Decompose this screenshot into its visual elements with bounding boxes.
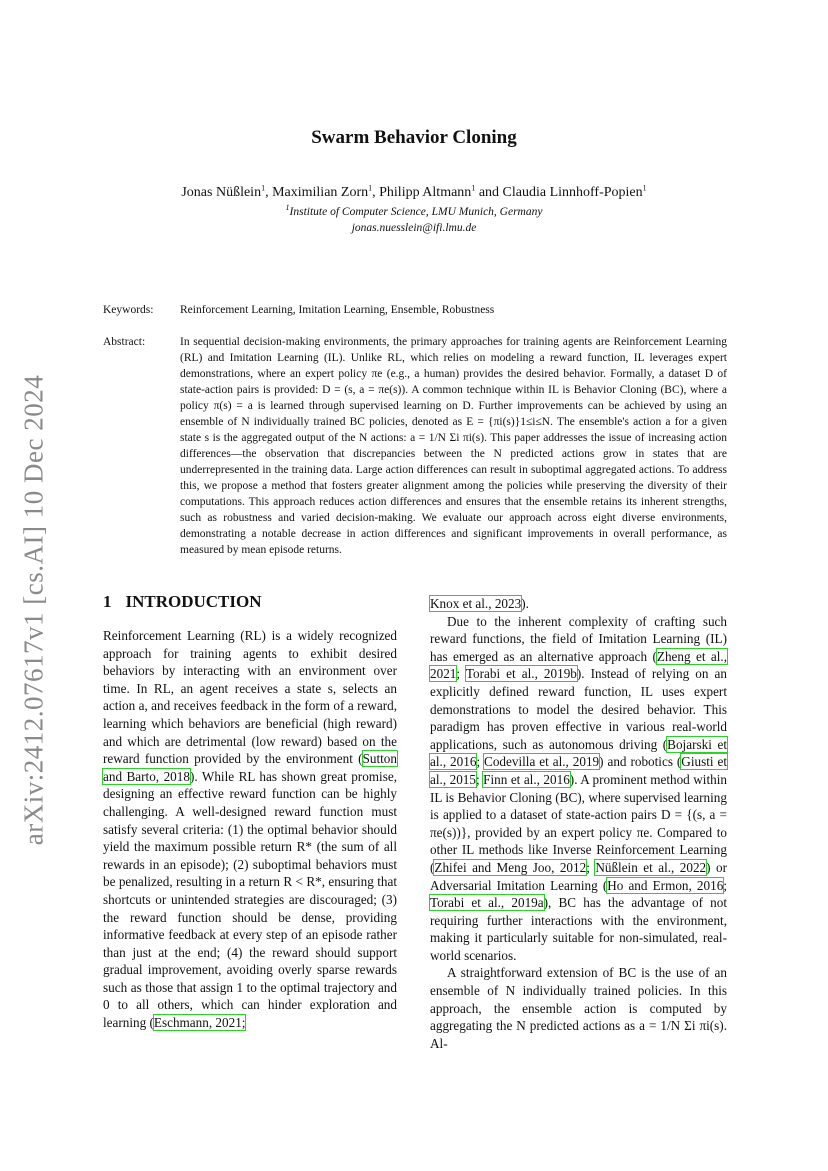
body-text: A straightforward extension of BC is the use of an ensemble of N individually trained policies. In this approach, the ensemble action is computed by aggregating the N predicted actions as a = 1/N Σi πi(s). Al- bbox=[430, 965, 727, 1051]
body-text: ; bbox=[586, 859, 596, 875]
body-text: ). While RL has shown great promise, designing an effective reward function can be highly challenging. A well-designed reward function must satisfy several criteria: (1) the optimal behavior should yield the maximum possible return R* (the sum of all rewards in an episode); (2) suboptimal behaviors must be penalized, resulting in a return R < R*, ensuring that shortcuts or unintended strategies are discouraged; (3) the reward function should be dense, providing informative feedback at every step of an episode rather than just at the end; (4) the reward should support gradual improvement, avoiding overly sparse rewards such as those that assign 1 to the optimal trajectory and 0 to all others, which can hinder exploration and learning ( bbox=[103, 768, 397, 1031]
citation-link[interactable]: Torabi et al., 2019a bbox=[430, 895, 544, 911]
body-text: ; bbox=[475, 771, 484, 787]
author-name: Claudia Linnhoff-Popien bbox=[502, 185, 643, 200]
author-affiliation-marker: 1 bbox=[642, 183, 647, 193]
author-name: Jonas Nüßlein bbox=[181, 185, 262, 200]
paper-title: Swarm Behavior Cloning bbox=[311, 127, 517, 148]
author-affiliation-marker: 1 bbox=[471, 183, 476, 193]
arxiv-sidebar-stamp bbox=[14, 160, 54, 1060]
citation-link[interactable]: Sutton and Barto, 2018 bbox=[103, 751, 397, 784]
section-number: 1 bbox=[103, 592, 112, 611]
citation-link[interactable]: Eschmann, 2021; bbox=[153, 1015, 246, 1031]
author-affiliation-marker: 1 bbox=[261, 183, 266, 193]
author-name: Philipp Altmann bbox=[379, 185, 472, 200]
body-text: ). bbox=[521, 596, 529, 611]
affiliation bbox=[0, 203, 828, 218]
citation-link[interactable]: Giusti et al., 2015 bbox=[430, 754, 727, 787]
paragraph bbox=[103, 627, 397, 1032]
author-separator: , bbox=[372, 185, 380, 200]
author-name: Maximilian Zorn bbox=[272, 185, 369, 200]
body-text: ). Instead of relying on an explicitly defined reward function, IL uses expert demonstrations to model the desired behavior. This paradigm has proven effective in various real-world applications, such as autonomous driving ( bbox=[430, 666, 727, 752]
arxiv-id-text: arXiv:2412.07617v1 [cs.AI] 10 Dec 2024 bbox=[18, 374, 49, 846]
citation-link[interactable]: Finn et al., 2016 bbox=[483, 771, 570, 787]
author-list bbox=[0, 185, 828, 201]
citation-link[interactable]: Zheng et al., 2021 bbox=[430, 648, 727, 682]
citation-link[interactable]: Knox et al., 2023 bbox=[430, 596, 522, 611]
body-text: Due to the inherent complexity of crafting such reward functions, the field of Imitation Learning (IL) has emerged as an alternative approach ( bbox=[430, 613, 727, 664]
body-text: ) and robotics ( bbox=[599, 754, 682, 770]
paragraph bbox=[430, 595, 727, 613]
author-separator: , bbox=[265, 185, 273, 200]
keywords-text: Reinforcement Learning, Imitation Learning, Ensemble, Robustness bbox=[180, 304, 495, 316]
body-text: ). A prominent method within IL is Behavior Cloning (BC), where supervised learning is applied to a dataset of state-action pairs D = {(s, a = πe(s))}, provided by an expert policy πe. Compared to other IL methods like Inverse Reinforcement Learning ( bbox=[430, 771, 727, 875]
body-text: ) or Adversarial Imitation Learning ( bbox=[430, 859, 727, 893]
author-email: jonas.nuesslein@ifi.lmu.de bbox=[351, 222, 477, 234]
body-text: ), BC has the advantage of not requiring further interactions with the environment, making it particularly suitable for non-simulated, real-world scenarios. bbox=[430, 895, 727, 963]
citation-link[interactable]: Nüßlein et al., 2022 bbox=[595, 859, 707, 875]
abstract-text: In sequential decision-making environments, the primary approaches for training agents are Reinforcement Learning (RL) and Imitation Learning (IL). Unlike RL, which relies on modeling a reward function, IL leverages expert demonstrations, where an expert policy πe (e.g., a human) provides the desired behavior. Formally, a dataset D of state-action pairs is provided: D = (s, a = πe(s)). A common technique within IL is Behavior Cloning (BC), where a policy π(s) = a is learned through supervised learning on D. Further improvements can be achieved by using an ensemble of N individually trained BC policies, denoted as E = {πi(s)}1≤i≤N. The ensemble's action a for a given state s is the aggregated output of the N actions: a = 1/N Σi πi(s). This paper addresses the issue of increasing action differences—the observation that discrepancies between the N predicted actions grow in states that are underrepresented in the training data. Large action differences can result in suboptimal aggregated actions. To address this, we propose a method that fosters greater alignment among the policies while preserving the diversity of their computations. This approach reduces action differences and ensures that the ensemble retains its inherent strengths, such as robustness and varied decision-making. We evaluate our approach across eight diverse environments, demonstrating a notable decrease in action differences and significant improvements in overall performance, as measured by mean episode returns. bbox=[180, 336, 727, 556]
author-separator: and bbox=[475, 185, 503, 200]
affiliation-text: Institute of Computer Science, LMU Munich, Germany bbox=[289, 206, 543, 218]
body-text: Reinforcement Learning (RL) is a widely recognized approach for training agents to exhibit desired behaviors by interacting with an environment over time. In RL, an agent receives a state s, selects an action a, and receives feedback in the form of a reward, learning which behaviors are beneficial (high reward) and which are detrimental (low reward) based on the reward function provided by the environment ( bbox=[103, 628, 397, 767]
paragraph bbox=[430, 613, 727, 965]
author-affiliation-marker: 1 bbox=[368, 183, 373, 193]
affiliation-marker: 1 bbox=[285, 203, 290, 213]
paragraph bbox=[430, 964, 727, 1052]
body-text: ; bbox=[456, 666, 466, 682]
body-text: ; bbox=[476, 754, 485, 770]
body-text: ; bbox=[723, 877, 727, 893]
section-title: INTRODUCTION bbox=[125, 592, 262, 611]
abstract-label: Abstract: bbox=[103, 336, 146, 348]
citation-link[interactable]: Bojarski et al., 2016 bbox=[430, 736, 727, 770]
keywords-label: Keywords: bbox=[103, 304, 154, 316]
citation-link[interactable]: Codevilla et al., 2019 bbox=[484, 754, 600, 770]
section-heading bbox=[103, 592, 262, 612]
citation-link[interactable]: Ho and Ermon, 2016 bbox=[607, 877, 724, 893]
body-column-right bbox=[430, 595, 727, 1052]
citation-link[interactable]: Zhifei and Meng Joo, 2012 bbox=[434, 859, 587, 875]
citation-link[interactable]: Torabi et al., 2019b bbox=[465, 666, 577, 682]
body-column-left bbox=[103, 627, 397, 1032]
